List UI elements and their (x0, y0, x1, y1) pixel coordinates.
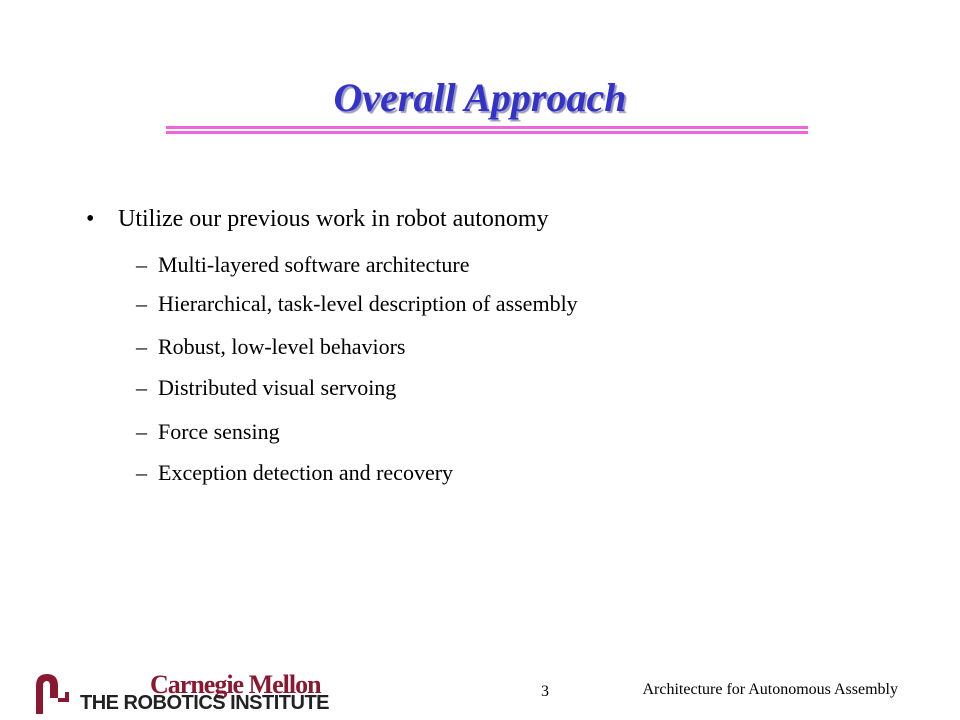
dash-symbol: – (136, 334, 147, 359)
slide-title: Overall Approach (333, 75, 627, 120)
subbullet-item (136, 418, 280, 446)
dash-symbol: – (136, 252, 147, 277)
bullet-text: Utilize our previous work in robot autonomy (118, 206, 549, 232)
subbullet-text: Robust, low-level behaviors (158, 334, 406, 359)
dash-symbol: – (136, 419, 147, 444)
subbullet-item (136, 374, 396, 402)
bullet-symbol: • (86, 206, 95, 232)
subbullet-text: Hierarchical, task-level description of assembly (158, 291, 578, 316)
subbullet-text: Force sensing (158, 419, 280, 444)
dash-symbol: – (136, 375, 147, 400)
robot-arm-icon (32, 670, 72, 716)
bullet-item (86, 203, 549, 235)
subbullet-item (136, 290, 578, 318)
title-rule-bottom (166, 131, 808, 134)
presentation-title: Architecture for Autonomous Assembly (642, 681, 898, 698)
subbullet-item (136, 333, 405, 361)
dash-symbol: – (136, 460, 147, 485)
subbullet-item (136, 459, 453, 487)
dash-symbol: – (136, 291, 147, 316)
logo-robotics-institute: THE ROBOTICS INSTITUTE (80, 692, 329, 714)
subbullet-text: Distributed visual servoing (158, 375, 397, 400)
subbullet-text: Multi-layered software architecture (158, 252, 470, 277)
subbullet-text: Exception detection and recovery (158, 460, 454, 485)
title-rule-top (166, 126, 808, 129)
page-number: 3 (541, 683, 549, 700)
subbullet-item (136, 251, 470, 279)
robotics-institute-logo (32, 670, 329, 716)
logo-carnegie-mellon: Carnegie Mellon (150, 670, 321, 699)
